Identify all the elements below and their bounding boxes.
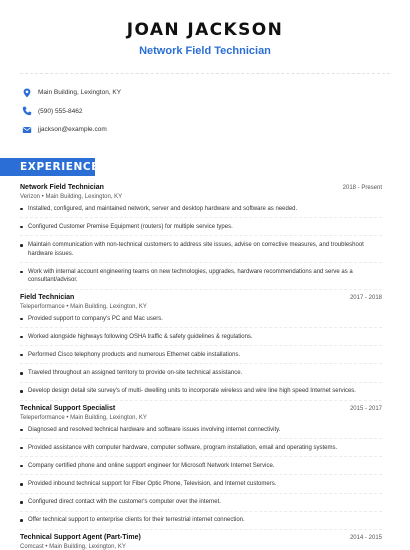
job-title: Technical Support Specialist (20, 405, 116, 413)
contact-address (22, 84, 410, 101)
job-employer: Verizon • Main Building, Lexington, KY (20, 193, 123, 200)
contact-phone (22, 103, 410, 120)
bullet-item: Develop design detail site survey's of multi- dwelling units to incorporate wireless and wire line high speed Internet services. (20, 387, 382, 401)
bullet-item: Installed, configured, and maintained network, server and desktop hardware and software as needed. (20, 205, 382, 219)
job-bullets (20, 426, 382, 530)
job-entry (20, 294, 382, 400)
job-dates: 2014 - 2015 (349, 535, 382, 542)
job-dates: 2015 - 2017 (349, 406, 382, 413)
resume-header (0, 0, 410, 57)
contact-list (0, 74, 410, 138)
job-bullets (20, 315, 382, 401)
job-dates: 2017 - 2018 (349, 295, 382, 302)
job-employer: Teleperformance • Main Building, Lexington, KY (20, 303, 147, 310)
job-entry (20, 405, 382, 529)
bullet-item: Maintain communication with non-technical customers to address site issues, advise on corrective measures, and troubleshoot hardware issues. (20, 241, 382, 263)
job-title: Field Technician (20, 294, 75, 302)
bullet-item: Worked alongside highways following OSHA traffic & safety guidelines & regulations. (20, 333, 382, 347)
bullet-item: Provided inbound technical support for Fiber Optic Phone, Television, and Internet customers. (20, 480, 382, 494)
job-title: Technical Support Agent (Part-Time) (20, 534, 141, 542)
job-title: Network Field Technician (20, 184, 104, 192)
bullet-item: Traveled throughout an assigned territory to provide on-site technical assistance. (20, 369, 382, 383)
contact-email-text: jjackson@example.com (38, 126, 107, 134)
bullet-item: Configured direct contact with the customer's computer over the internet. (20, 498, 382, 512)
job-employer: Comcast • Main Building, Lexington, KY (20, 543, 126, 550)
job-dates: 2018 - Present (342, 185, 382, 192)
bullet-item: Work with internal account engineering teams on new technologies, upgrades, hardware recommendations and serve as a consultant/advisor. (20, 268, 382, 290)
contact-phone-text: (590) 555-8462 (38, 107, 83, 115)
experience-list (0, 176, 410, 549)
location-pin-icon (22, 88, 32, 98)
job-entry (20, 534, 382, 550)
bullet-item: Provided assistance with computer hardware, computer software, program installation, email and operating systems. (20, 444, 382, 458)
job-entry (20, 184, 382, 289)
bullet-item: Offer technical support to enterprise clients for their terrestrial internet connection. (20, 516, 382, 530)
candidate-title: Network Field Technician (139, 45, 271, 57)
experience-section-heading: EXPERIENCE (0, 158, 95, 176)
bullet-item: Provided support to company's PC and Mac users. (20, 315, 382, 329)
contact-address-text: Main Building, Lexington, KY (38, 89, 122, 96)
bullet-item: Configured Customer Premise Equipment (routers) for multiple service types. (20, 223, 382, 237)
bullet-item: Performed Cisco telephony products and numerous Ethernet cable installations. (20, 351, 382, 365)
contact-email (22, 121, 410, 138)
job-employer: Teleperformance • Main Building, Lexington, KY (20, 414, 147, 421)
email-icon (22, 125, 32, 135)
job-bullets (20, 205, 382, 290)
phone-icon (22, 106, 32, 116)
candidate-name: JOAN JACKSON (126, 20, 284, 40)
bullet-item: Diagnosed and resolved technical hardware and software issues involving internet connectivity. (20, 426, 382, 440)
bullet-item: Company certified phone and online support engineer for Microsoft Network Internet Service. (20, 462, 382, 476)
